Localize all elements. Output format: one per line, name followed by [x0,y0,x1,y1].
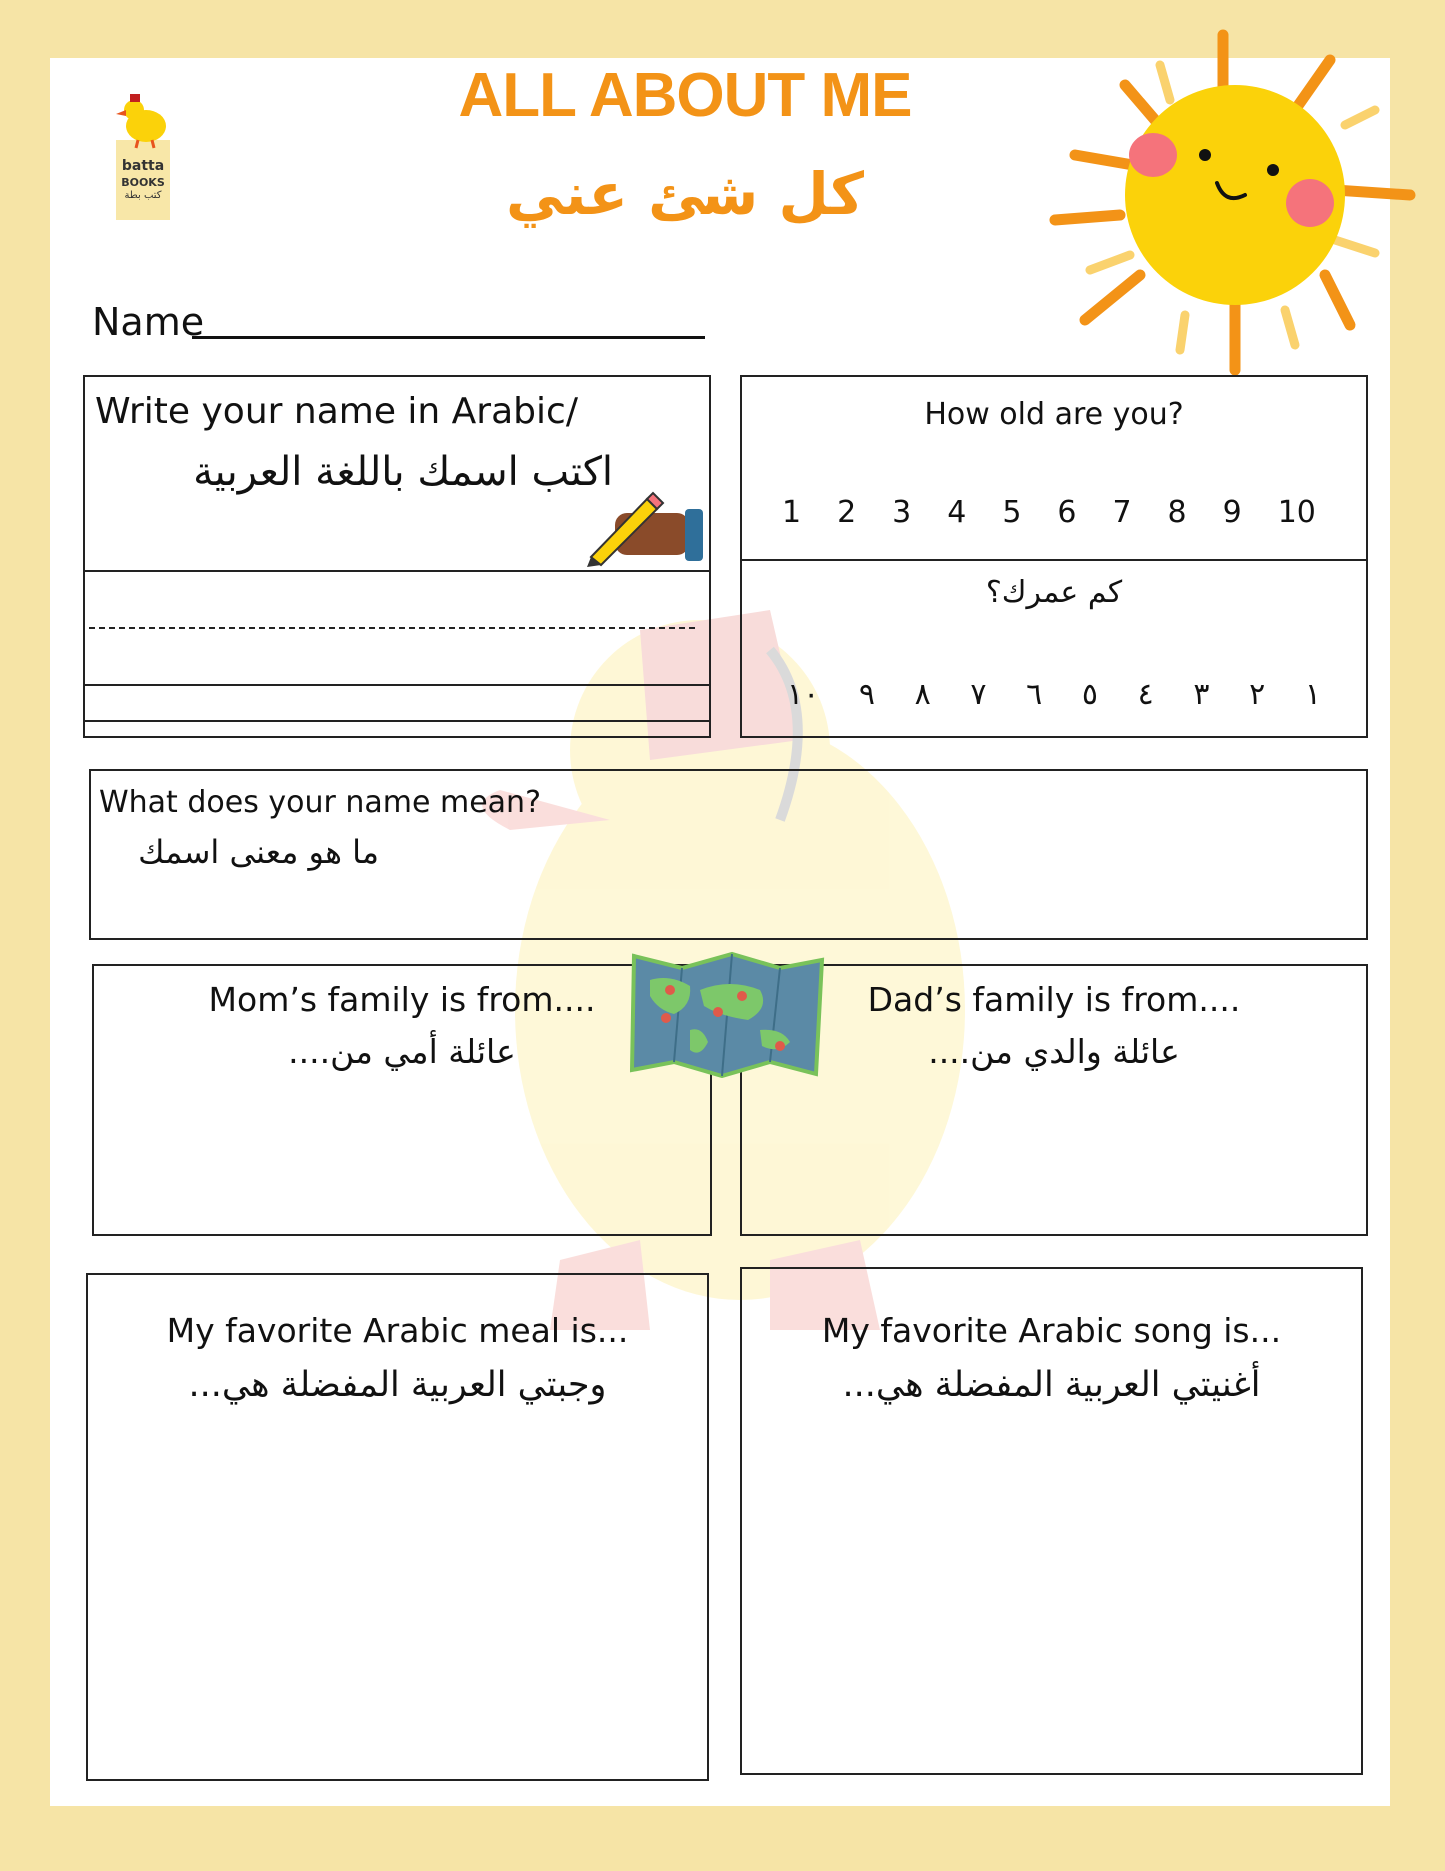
age-option-ar[interactable]: ١٠ [787,677,820,712]
age-option[interactable]: 3 [892,495,912,530]
writing-line-base [85,684,709,686]
age-box [740,375,1368,738]
writing-line-bottom [85,720,709,722]
age-option-ar[interactable]: ٥ [1081,677,1098,712]
age-option-ar[interactable]: ٧ [970,677,987,712]
sun-icon [1045,25,1425,385]
favorite-song-label-ar: أغنيتي العربية المفضلة هي... [842,1365,1261,1405]
age-option[interactable]: 9 [1222,495,1242,530]
age-option[interactable]: 10 [1277,495,1316,530]
write-name-label-en: Write your name in Arabic/ [95,391,578,432]
age-option[interactable]: 1 [782,495,802,530]
page-title-arabic: كل شئ عني [505,160,865,228]
age-option[interactable]: 6 [1057,495,1077,530]
age-question-en: How old are you? [924,397,1184,432]
age-option-ar[interactable]: ٣ [1193,677,1210,712]
dad-family-label-en: Dad’s family is from.... [867,980,1241,1019]
page-title: ALL ABOUT ME [458,61,912,130]
age-option-ar[interactable]: ٩ [858,677,875,712]
favorite-song-label-en: My favorite Arabic song is... [821,1311,1282,1350]
age-option-ar[interactable]: ٨ [914,677,931,712]
age-numbers-ar [787,677,1321,712]
age-numbers-en [782,495,1316,530]
mom-family-label-ar: عائلة أمي من.... [288,1032,516,1071]
age-option[interactable]: 2 [837,495,857,530]
writing-line-top [85,570,709,572]
name-underline [192,336,705,339]
dad-family-box[interactable] [740,964,1368,1236]
name-meaning-label-ar: ما هو معنى اسمك [138,833,379,871]
age-option[interactable]: 5 [1002,495,1022,530]
name-label: Name [92,300,205,344]
age-option-ar[interactable]: ١ [1304,677,1321,712]
write-name-box[interactable] [83,375,711,738]
age-option[interactable]: 4 [947,495,967,530]
age-option[interactable]: 8 [1167,495,1187,530]
write-name-label-ar: اكتب اسمك باللغة العربية [193,449,613,495]
age-option[interactable]: 7 [1112,495,1132,530]
name-field[interactable] [92,300,204,344]
world-map-icon [630,950,825,1078]
name-meaning-label-en: What does your name mean? [99,785,541,820]
favorite-song-box[interactable] [740,1267,1363,1775]
mom-family-box[interactable] [92,964,712,1236]
favorite-meal-label-en: My favorite Arabic meal is... [166,1311,629,1350]
favorite-meal-box[interactable] [86,1273,709,1781]
dad-family-label-ar: عائلة والدي من.... [928,1032,1180,1071]
logo-text-batta: batta [121,158,165,174]
age-option-ar[interactable]: ٤ [1137,677,1154,712]
mom-family-label-en: Mom’s family is from.... [208,980,596,1019]
writing-hand-icon [585,485,707,567]
favorite-meal-label-ar: وجبتي العربية المفضلة هي... [188,1365,607,1405]
age-divider [742,559,1366,561]
age-option-ar[interactable]: ٦ [1026,677,1043,712]
logo-text-books: BOOKS [121,176,165,189]
age-question-ar: كم عمرك؟ [985,575,1123,610]
writing-line-dashed [89,627,695,629]
logo-text-arabic: كتب بطة [124,190,162,201]
age-option-ar[interactable]: ٢ [1249,677,1266,712]
name-meaning-box[interactable] [89,769,1368,940]
